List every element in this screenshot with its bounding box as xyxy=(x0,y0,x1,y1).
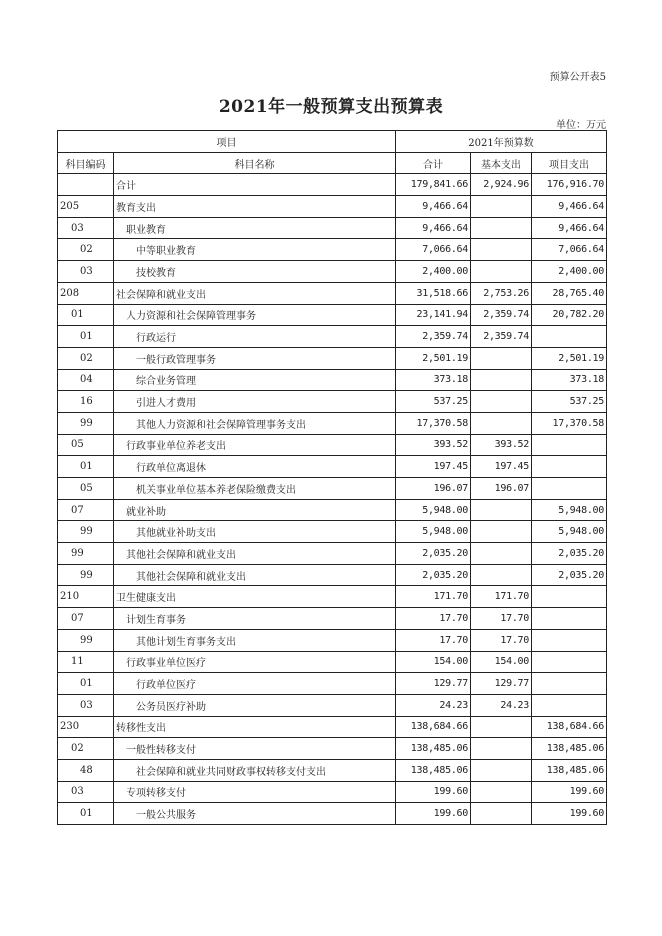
table-row xyxy=(58,456,607,478)
row-project: 2,501.19 xyxy=(532,347,607,369)
budget-table xyxy=(57,130,607,825)
row-name: 引进人才费用 xyxy=(114,391,396,413)
row-name: 行政事业单位养老支出 xyxy=(114,434,396,456)
row-code: 205 xyxy=(58,196,114,218)
row-name: 计划生育事务 xyxy=(114,608,396,630)
row-code: 01 xyxy=(58,673,114,695)
table-row xyxy=(58,412,607,434)
row-name: 社会保障和就业共同财政事权转移支付支出 xyxy=(114,759,396,781)
row-basic xyxy=(471,803,532,825)
row-code: 99 xyxy=(58,543,114,565)
row-name: 行政单位医疗 xyxy=(114,673,396,695)
row-name: 其他社会保障和就业支出 xyxy=(114,543,396,565)
row-project: 28,765.40 xyxy=(532,282,607,304)
row-total: 2,359.74 xyxy=(396,326,471,348)
row-name: 人力资源和社会保障管理事务 xyxy=(114,304,396,326)
header-project: 项目 xyxy=(58,131,396,153)
row-basic xyxy=(471,391,532,413)
row-total: 199.60 xyxy=(396,803,471,825)
row-project xyxy=(532,456,607,478)
row-total: 537.25 xyxy=(396,391,471,413)
table-row xyxy=(58,543,607,565)
row-total: 2,035.20 xyxy=(396,564,471,586)
row-project xyxy=(532,326,607,348)
table-body xyxy=(58,174,607,825)
table-row xyxy=(58,759,607,781)
table-row xyxy=(58,326,607,348)
row-total: 23,141.94 xyxy=(396,304,471,326)
row-code: 48 xyxy=(58,759,114,781)
row-project xyxy=(532,478,607,500)
row-total: 138,485.06 xyxy=(396,738,471,760)
table-row xyxy=(58,174,607,196)
row-name: 社会保障和就业支出 xyxy=(114,282,396,304)
row-name: 行政事业单位医疗 xyxy=(114,651,396,673)
row-code: 99 xyxy=(58,564,114,586)
row-basic: 129.77 xyxy=(471,673,532,695)
row-total: 199.60 xyxy=(396,781,471,803)
row-basic xyxy=(471,347,532,369)
row-project: 20,782.20 xyxy=(532,304,607,326)
row-basic xyxy=(471,781,532,803)
table-row xyxy=(58,261,607,283)
row-name: 一般行政管理事务 xyxy=(114,347,396,369)
table-row xyxy=(58,434,607,456)
row-name: 一般性转移支付 xyxy=(114,738,396,760)
row-code: 11 xyxy=(58,651,114,673)
row-project: 537.25 xyxy=(532,391,607,413)
row-code: 03 xyxy=(58,781,114,803)
row-project: 199.60 xyxy=(532,803,607,825)
row-code xyxy=(58,174,114,196)
row-code: 05 xyxy=(58,434,114,456)
row-basic: 154.00 xyxy=(471,651,532,673)
row-project: 9,466.64 xyxy=(532,217,607,239)
row-code: 01 xyxy=(58,326,114,348)
row-project: 2,035.20 xyxy=(532,564,607,586)
row-total: 17.70 xyxy=(396,629,471,651)
row-name: 中等职业教育 xyxy=(114,239,396,261)
row-code: 02 xyxy=(58,738,114,760)
row-code: 16 xyxy=(58,391,114,413)
row-basic: 2,753.26 xyxy=(471,282,532,304)
row-total: 7,066.64 xyxy=(396,239,471,261)
row-code: 01 xyxy=(58,456,114,478)
row-code: 04 xyxy=(58,369,114,391)
table-row xyxy=(58,282,607,304)
row-project xyxy=(532,608,607,630)
row-name: 合计 xyxy=(114,174,396,196)
row-name: 教育支出 xyxy=(114,196,396,218)
row-name: 职业教育 xyxy=(114,217,396,239)
row-basic: 2,359.74 xyxy=(471,304,532,326)
row-total: 179,841.66 xyxy=(396,174,471,196)
row-code: 02 xyxy=(58,239,114,261)
table-row xyxy=(58,478,607,500)
table-row xyxy=(58,391,607,413)
row-code: 99 xyxy=(58,521,114,543)
row-total: 5,948.00 xyxy=(396,499,471,521)
row-code: 03 xyxy=(58,261,114,283)
row-project: 5,948.00 xyxy=(532,499,607,521)
row-project: 199.60 xyxy=(532,781,607,803)
table-row xyxy=(58,629,607,651)
row-basic: 196.07 xyxy=(471,478,532,500)
row-project xyxy=(532,629,607,651)
row-basic xyxy=(471,521,532,543)
table-row xyxy=(58,781,607,803)
row-basic xyxy=(471,759,532,781)
row-name: 机关事业单位基本养老保险缴费支出 xyxy=(114,478,396,500)
row-basic xyxy=(471,412,532,434)
row-total: 5,948.00 xyxy=(396,521,471,543)
row-code: 01 xyxy=(58,803,114,825)
table-row xyxy=(58,564,607,586)
row-code: 208 xyxy=(58,282,114,304)
unit-label: 单位：万元 xyxy=(556,120,606,131)
table-row xyxy=(58,738,607,760)
row-basic: 197.45 xyxy=(471,456,532,478)
row-code: 230 xyxy=(58,716,114,738)
row-name: 行政单位离退休 xyxy=(114,456,396,478)
row-code: 07 xyxy=(58,608,114,630)
row-name: 其他人力资源和社会保障管理事务支出 xyxy=(114,412,396,434)
table-row xyxy=(58,608,607,630)
row-total: 31,518.66 xyxy=(396,282,471,304)
row-total: 24.23 xyxy=(396,694,471,716)
row-project: 138,485.06 xyxy=(532,738,607,760)
row-code: 210 xyxy=(58,586,114,608)
row-project xyxy=(532,694,607,716)
row-name: 综合业务管理 xyxy=(114,369,396,391)
table-row xyxy=(58,196,607,218)
header-budget-group: 2021年预算数 xyxy=(396,131,607,153)
row-code: 07 xyxy=(58,499,114,521)
header-name: 科目名称 xyxy=(114,152,396,174)
row-basic xyxy=(471,239,532,261)
row-name: 公务员医疗补助 xyxy=(114,694,396,716)
row-basic: 171.70 xyxy=(471,586,532,608)
row-basic: 2,359.74 xyxy=(471,326,532,348)
row-name: 其他计划生育事务支出 xyxy=(114,629,396,651)
row-basic xyxy=(471,369,532,391)
table-row xyxy=(58,521,607,543)
row-project: 176,916.70 xyxy=(532,174,607,196)
row-basic xyxy=(471,564,532,586)
row-total: 393.52 xyxy=(396,434,471,456)
row-code: 01 xyxy=(58,304,114,326)
row-total: 171.70 xyxy=(396,586,471,608)
header-total: 合计 xyxy=(396,152,471,174)
row-total: 197.45 xyxy=(396,456,471,478)
table-row xyxy=(58,694,607,716)
row-total: 17.70 xyxy=(396,608,471,630)
table-row xyxy=(58,369,607,391)
row-basic xyxy=(471,716,532,738)
row-total: 129.77 xyxy=(396,673,471,695)
row-project: 138,684.66 xyxy=(532,716,607,738)
row-name: 其他社会保障和就业支出 xyxy=(114,564,396,586)
row-code: 03 xyxy=(58,694,114,716)
table-row xyxy=(58,716,607,738)
row-code: 03 xyxy=(58,217,114,239)
table-row xyxy=(58,673,607,695)
row-project xyxy=(532,434,607,456)
row-total: 9,466.64 xyxy=(396,217,471,239)
row-total: 2,400.00 xyxy=(396,261,471,283)
row-project: 17,370.58 xyxy=(532,412,607,434)
row-basic: 393.52 xyxy=(471,434,532,456)
row-name: 一般公共服务 xyxy=(114,803,396,825)
row-basic: 2,924.96 xyxy=(471,174,532,196)
row-name: 转移性支出 xyxy=(114,716,396,738)
row-total: 196.07 xyxy=(396,478,471,500)
row-project: 2,400.00 xyxy=(532,261,607,283)
row-name: 就业补助 xyxy=(114,499,396,521)
row-total: 154.00 xyxy=(396,651,471,673)
header-row-group xyxy=(58,131,607,153)
row-name: 行政运行 xyxy=(114,326,396,348)
header-project-exp: 项目支出 xyxy=(532,152,607,174)
table-row xyxy=(58,217,607,239)
table-row xyxy=(58,499,607,521)
row-basic xyxy=(471,196,532,218)
row-project: 7,066.64 xyxy=(532,239,607,261)
row-code: 99 xyxy=(58,412,114,434)
row-name: 其他就业补助支出 xyxy=(114,521,396,543)
form-number: 预算公开表5 xyxy=(549,72,606,83)
row-name: 技校教育 xyxy=(114,261,396,283)
row-basic xyxy=(471,499,532,521)
row-basic xyxy=(471,217,532,239)
row-basic: 17.70 xyxy=(471,608,532,630)
header-basic: 基本支出 xyxy=(471,152,532,174)
row-code: 02 xyxy=(58,347,114,369)
row-project: 5,948.00 xyxy=(532,521,607,543)
row-code: 99 xyxy=(58,629,114,651)
table-row xyxy=(58,651,607,673)
row-project: 9,466.64 xyxy=(532,196,607,218)
row-total: 2,501.19 xyxy=(396,347,471,369)
row-project: 138,485.06 xyxy=(532,759,607,781)
row-total: 17,370.58 xyxy=(396,412,471,434)
row-total: 2,035.20 xyxy=(396,543,471,565)
row-project xyxy=(532,673,607,695)
row-basic xyxy=(471,261,532,283)
row-name: 卫生健康支出 xyxy=(114,586,396,608)
row-code: 05 xyxy=(58,478,114,500)
row-project: 2,035.20 xyxy=(532,543,607,565)
table-row xyxy=(58,239,607,261)
row-project xyxy=(532,586,607,608)
table-row xyxy=(58,803,607,825)
row-total: 373.18 xyxy=(396,369,471,391)
row-project xyxy=(532,651,607,673)
header-code: 科目编码 xyxy=(58,152,114,174)
row-basic: 24.23 xyxy=(471,694,532,716)
table-row xyxy=(58,347,607,369)
page-title: 2021年一般预算支出预算表 xyxy=(218,97,444,117)
row-basic xyxy=(471,543,532,565)
table-row xyxy=(58,304,607,326)
row-total: 138,684.66 xyxy=(396,716,471,738)
row-total: 9,466.64 xyxy=(396,196,471,218)
row-project: 373.18 xyxy=(532,369,607,391)
row-name: 专项转移支付 xyxy=(114,781,396,803)
row-basic: 17.70 xyxy=(471,629,532,651)
row-total: 138,485.06 xyxy=(396,759,471,781)
table-row xyxy=(58,586,607,608)
header-row-columns xyxy=(58,152,607,174)
row-basic xyxy=(471,738,532,760)
